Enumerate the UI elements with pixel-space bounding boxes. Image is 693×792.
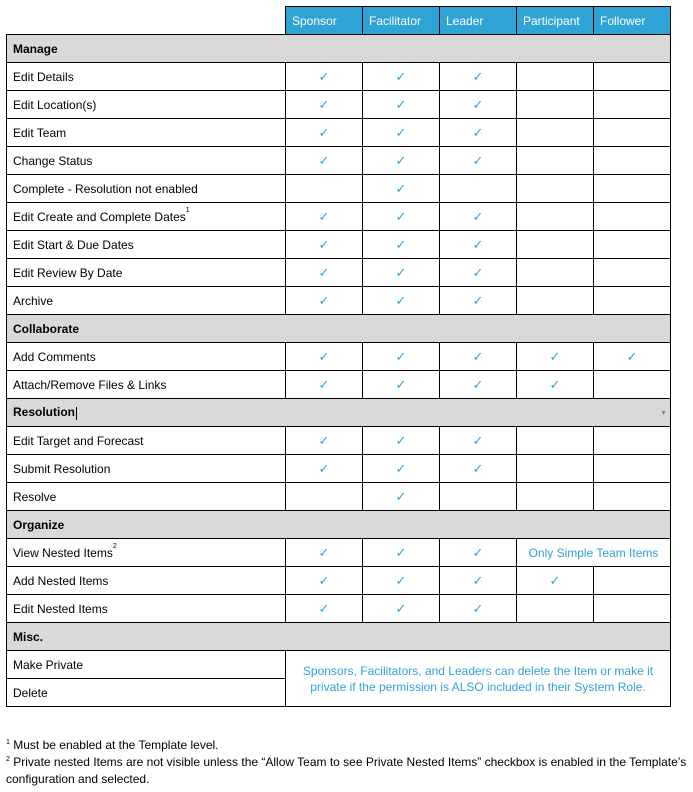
section-title: [7, 35, 671, 63]
permission-label-text: Submit Resolution: [13, 461, 111, 476]
check-cell-leader: [440, 427, 517, 455]
check-icon: ✓: [395, 236, 407, 252]
chevron-down-icon[interactable]: ▼: [660, 410, 667, 417]
check-icon: ✓: [318, 96, 330, 112]
footnote-mark: 1: [6, 739, 10, 746]
check-icon: ✓: [472, 544, 484, 560]
role-header-participant: Participant: [517, 7, 594, 35]
permission-row-add-nested-items: [7, 567, 671, 595]
check-icon: ✓: [549, 376, 561, 392]
check-icon: ✓: [395, 264, 407, 280]
section-title: [7, 315, 671, 343]
check-cell-participant: [517, 483, 594, 511]
check-cell-facilitator: [363, 343, 440, 371]
check-cell-facilitator: [363, 147, 440, 175]
section-row-resolution: [7, 399, 671, 427]
check-icon: ✓: [472, 572, 484, 588]
check-cell-facilitator: [363, 427, 440, 455]
check-cell-participant: [517, 63, 594, 91]
permission-row-attach-remove-files-links: [7, 371, 671, 399]
check-cell-participant: [517, 567, 594, 595]
check-cell-follower: [594, 259, 671, 287]
permission-label-text: Add Comments: [13, 349, 96, 364]
permission-row-edit-start-due-dates: [7, 231, 671, 259]
section-title: [7, 623, 671, 651]
check-cell-facilitator: [363, 371, 440, 399]
check-cell-participant: [517, 175, 594, 203]
check-icon: ✓: [395, 292, 407, 308]
permission-label-text: Attach/Remove Files & Links: [13, 377, 167, 392]
check-icon: ✓: [395, 460, 407, 476]
check-cell-leader: [440, 567, 517, 595]
check-icon: ✓: [318, 600, 330, 616]
check-icon: ✓: [395, 488, 407, 504]
check-cell-follower: [594, 455, 671, 483]
check-icon: ✓: [472, 68, 484, 84]
permission-row-change-status: [7, 147, 671, 175]
check-cell-facilitator: [363, 259, 440, 287]
check-cell-participant: [517, 343, 594, 371]
permission-label-text: Edit Team: [13, 125, 67, 140]
check-cell-leader: [440, 455, 517, 483]
check-icon: ✓: [318, 124, 330, 140]
check-cell-sponsor: [286, 259, 363, 287]
check-icon: ✓: [318, 572, 330, 588]
footnote-text: Private nested Items are not visible unless the “Allow Team to see Private Nested Items” checkbox is enabled in the Template’s configuration and selected.: [6, 755, 687, 786]
permission-row-make-private: [7, 651, 671, 679]
permission-label-text: Edit Review By Date: [13, 265, 123, 280]
check-cell-sponsor: [286, 343, 363, 371]
permission-row-edit-create-and-complete-dates: [7, 203, 671, 231]
check-icon: ✓: [395, 180, 407, 196]
permission-row-edit-location-s: [7, 91, 671, 119]
permission-label-text: Edit Location(s): [13, 97, 97, 112]
permission-label: [7, 427, 286, 455]
check-cell-leader: [440, 91, 517, 119]
misc-note: Sponsors, Facilitators, and Leaders can delete the Item or make it private if the permission is ALSO included in their System Role.: [286, 651, 671, 707]
check-cell-facilitator: [363, 175, 440, 203]
footnote-ref: 1: [185, 206, 190, 214]
section-title: [7, 399, 671, 427]
check-cell-participant: [517, 371, 594, 399]
check-cell-sponsor: [286, 371, 363, 399]
check-icon: ✓: [472, 292, 484, 308]
permission-label: [7, 651, 286, 679]
check-cell-sponsor: [286, 175, 363, 203]
check-icon: ✓: [318, 432, 330, 448]
section-title-text: Misc.: [13, 629, 44, 644]
check-icon: ✓: [549, 348, 561, 364]
check-cell-sponsor: [286, 595, 363, 623]
footnotes: [6, 737, 692, 788]
permission-label-text: Edit Target and Forecast: [13, 433, 144, 448]
text-cursor: [76, 407, 77, 420]
check-cell-sponsor: [286, 567, 363, 595]
check-cell-follower: [594, 231, 671, 259]
check-icon: ✓: [549, 572, 561, 588]
permission-label-text: Make Private: [13, 657, 84, 672]
check-cell-participant: [517, 455, 594, 483]
check-cell-leader: [440, 343, 517, 371]
check-cell-leader: [440, 259, 517, 287]
permission-row-complete-resolution-not-enabled: [7, 175, 671, 203]
footnote-ref: 2: [112, 542, 117, 550]
check-cell-sponsor: [286, 287, 363, 315]
check-icon: ✓: [318, 68, 330, 84]
check-icon: ✓: [318, 292, 330, 308]
check-icon: ✓: [472, 124, 484, 140]
permission-label-text: Edit Nested Items: [13, 601, 108, 616]
section-row-organize: [7, 511, 671, 539]
check-cell-leader: [440, 203, 517, 231]
check-cell-sponsor: [286, 203, 363, 231]
participant-note: Only Simple Team Items: [517, 539, 671, 567]
check-cell-sponsor: [286, 427, 363, 455]
check-icon: ✓: [626, 348, 638, 364]
check-cell-follower: [594, 343, 671, 371]
role-header-leader: Leader: [440, 7, 517, 35]
check-cell-leader: [440, 483, 517, 511]
footnote-mark: 2: [6, 756, 10, 763]
check-icon: ✓: [395, 544, 407, 560]
check-icon: ✓: [472, 600, 484, 616]
check-cell-participant: [517, 259, 594, 287]
permission-row-add-comments: [7, 343, 671, 371]
check-icon: ✓: [472, 264, 484, 280]
section-title-text: Resolution: [13, 405, 75, 420]
check-icon: ✓: [318, 376, 330, 392]
check-cell-follower: [594, 175, 671, 203]
check-icon: ✓: [318, 264, 330, 280]
check-cell-facilitator: [363, 91, 440, 119]
check-cell-sponsor: [286, 231, 363, 259]
check-icon: ✓: [472, 152, 484, 168]
section-row-manage: [7, 35, 671, 63]
permission-label: [7, 203, 286, 231]
check-cell-facilitator: [363, 119, 440, 147]
check-cell-follower: [594, 567, 671, 595]
check-cell-facilitator: [363, 539, 440, 567]
check-cell-sponsor: [286, 539, 363, 567]
permission-label: [7, 231, 286, 259]
permission-label: [7, 371, 286, 399]
check-icon: ✓: [395, 376, 407, 392]
check-cell-leader: [440, 119, 517, 147]
permission-row-edit-details: [7, 63, 671, 91]
check-cell-follower: [594, 91, 671, 119]
permission-row-submit-resolution: [7, 455, 671, 483]
check-icon: ✓: [395, 208, 407, 224]
check-cell-leader: [440, 175, 517, 203]
section-row-misc: [7, 623, 671, 651]
permission-label-text: Edit Details: [13, 69, 74, 84]
check-cell-follower: [594, 595, 671, 623]
permission-row-view-nested-items: [7, 539, 671, 567]
check-icon: ✓: [395, 432, 407, 448]
permission-label: [7, 91, 286, 119]
permission-label: [7, 567, 286, 595]
permission-label: [7, 63, 286, 91]
check-cell-leader: [440, 539, 517, 567]
check-cell-leader: [440, 371, 517, 399]
check-cell-sponsor: [286, 147, 363, 175]
permission-label: [7, 595, 286, 623]
role-header-sponsor: Sponsor: [286, 7, 363, 35]
permission-row-edit-team: [7, 119, 671, 147]
check-cell-leader: [440, 147, 517, 175]
section-title-text: Organize: [13, 517, 65, 532]
permission-row-edit-target-and-forecast: [7, 427, 671, 455]
check-icon: ✓: [318, 348, 330, 364]
check-cell-follower: [594, 287, 671, 315]
permission-label-text: Delete: [13, 685, 48, 700]
role-header-follower: Follower: [594, 7, 671, 35]
section-title: [7, 511, 671, 539]
check-icon: ✓: [395, 348, 407, 364]
check-icon: ✓: [395, 600, 407, 616]
check-cell-participant: [517, 147, 594, 175]
check-icon: ✓: [472, 348, 484, 364]
role-header-facilitator: Facilitator: [363, 7, 440, 35]
permissions-body: [7, 35, 671, 707]
check-icon: ✓: [395, 152, 407, 168]
check-cell-facilitator: [363, 455, 440, 483]
check-icon: ✓: [472, 376, 484, 392]
permission-label: [7, 343, 286, 371]
check-cell-leader: [440, 595, 517, 623]
permission-label: [7, 119, 286, 147]
check-icon: ✓: [472, 460, 484, 476]
check-cell-follower: [594, 427, 671, 455]
permission-row-resolve: [7, 483, 671, 511]
check-icon: ✓: [318, 152, 330, 168]
check-icon: ✓: [318, 544, 330, 560]
check-cell-participant: [517, 91, 594, 119]
check-cell-sponsor: [286, 119, 363, 147]
permission-label: [7, 455, 286, 483]
check-icon: ✓: [472, 96, 484, 112]
check-icon: ✓: [318, 460, 330, 476]
check-cell-participant: [517, 287, 594, 315]
permission-label: [7, 679, 286, 707]
check-icon: ✓: [395, 96, 407, 112]
header-row: [7, 7, 671, 35]
check-cell-leader: [440, 287, 517, 315]
permission-label: [7, 259, 286, 287]
permission-label: [7, 147, 286, 175]
permission-label-text: Add Nested Items: [13, 573, 109, 588]
section-title-text: Collaborate: [13, 321, 80, 336]
check-cell-sponsor: [286, 91, 363, 119]
permission-label: [7, 539, 286, 567]
check-cell-follower: [594, 483, 671, 511]
check-cell-sponsor: [286, 483, 363, 511]
check-cell-facilitator: [363, 63, 440, 91]
permission-label-text: Resolve: [13, 489, 57, 504]
permission-label-text: Change Status: [13, 153, 93, 168]
footnote-2: [6, 754, 692, 788]
check-cell-facilitator: [363, 287, 440, 315]
permission-label: [7, 175, 286, 203]
check-cell-follower: [594, 147, 671, 175]
check-cell-participant: [517, 231, 594, 259]
section-title-text: Manage: [13, 41, 58, 56]
check-icon: ✓: [318, 208, 330, 224]
permission-label: [7, 287, 286, 315]
permission-row-edit-nested-items: [7, 595, 671, 623]
permission-row-archive: [7, 287, 671, 315]
check-icon: ✓: [472, 236, 484, 252]
check-cell-facilitator: [363, 203, 440, 231]
check-cell-participant: [517, 595, 594, 623]
permission-label-text: Complete - Resolution not enabled: [13, 181, 198, 196]
check-cell-follower: [594, 371, 671, 399]
check-icon: ✓: [472, 432, 484, 448]
check-icon: ✓: [395, 124, 407, 140]
check-cell-follower: [594, 119, 671, 147]
footnote-text: Must be enabled at the Template level.: [13, 738, 219, 752]
check-icon: ✓: [472, 208, 484, 224]
check-cell-participant: [517, 119, 594, 147]
permission-label-text: View Nested Items: [13, 545, 113, 560]
section-row-collaborate: [7, 315, 671, 343]
check-icon: ✓: [318, 236, 330, 252]
check-cell-sponsor: [286, 63, 363, 91]
check-cell-participant: [517, 427, 594, 455]
footnote-1: [6, 737, 692, 754]
check-cell-facilitator: [363, 483, 440, 511]
permission-label-text: Edit Start & Due Dates: [13, 237, 134, 252]
check-cell-participant: [517, 203, 594, 231]
check-cell-facilitator: [363, 231, 440, 259]
permission-label-text: Archive: [13, 293, 54, 308]
check-cell-facilitator: [363, 567, 440, 595]
check-cell-leader: [440, 63, 517, 91]
check-cell-follower: [594, 203, 671, 231]
permission-label: [7, 483, 286, 511]
permission-label-text: Edit Create and Complete Dates: [13, 209, 186, 224]
check-icon: ✓: [395, 572, 407, 588]
permissions-table: [6, 6, 671, 707]
check-icon: ✓: [395, 68, 407, 84]
check-cell-follower: [594, 63, 671, 91]
check-cell-leader: [440, 231, 517, 259]
permission-row-edit-review-by-date: [7, 259, 671, 287]
header-blank-cell: [7, 7, 286, 35]
check-cell-facilitator: [363, 595, 440, 623]
check-cell-sponsor: [286, 455, 363, 483]
